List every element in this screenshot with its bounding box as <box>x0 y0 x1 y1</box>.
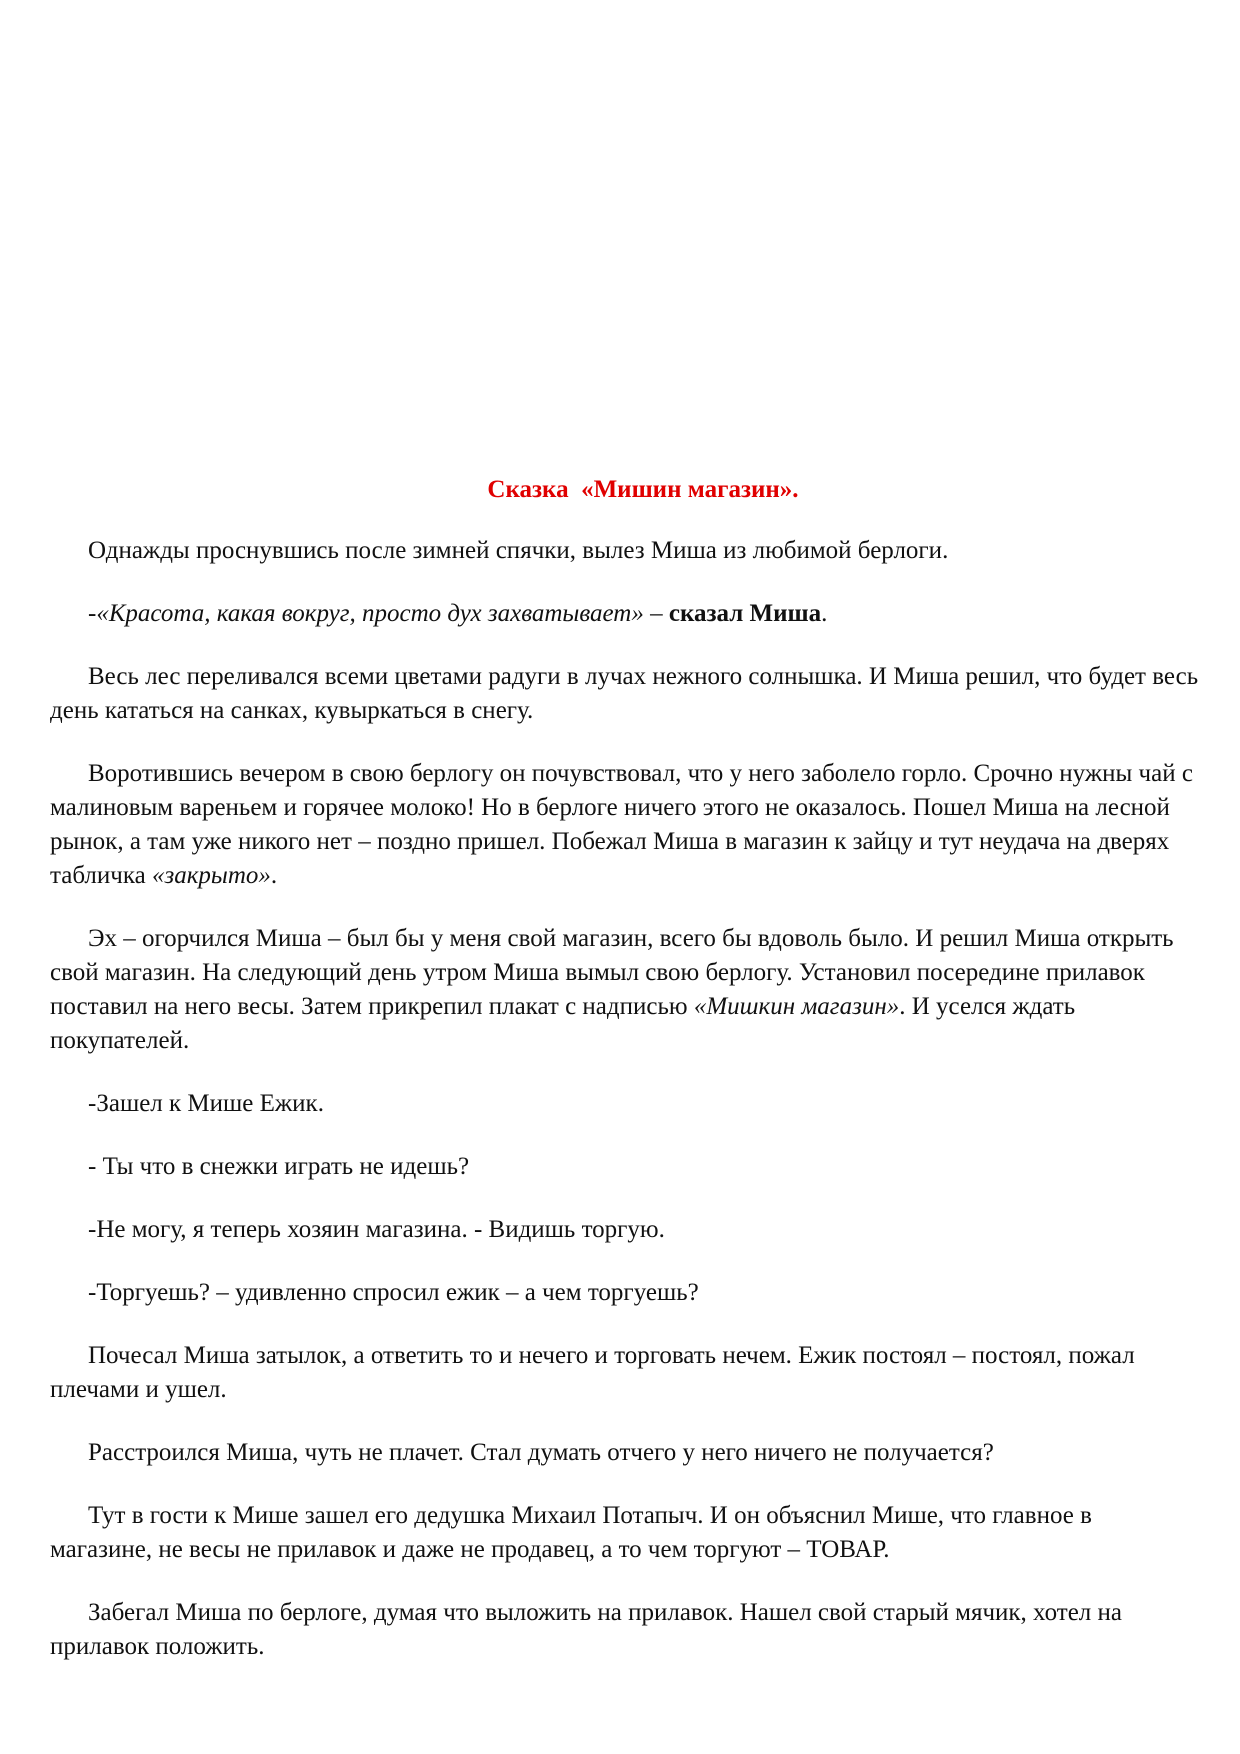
sign-text: «Мишкин магазин» <box>693 993 900 1020</box>
sign-text: «закрыто» <box>151 862 271 889</box>
paragraph-11: Расстроился Миша, чуть не плачет. Стал думать отчего у него ничего не получается? <box>88 1439 994 1466</box>
dash-prefix: - <box>88 600 97 627</box>
paragraph-9: -Торгуешь? – удивленно спросил ежик – а чем торгуешь? <box>88 1279 699 1306</box>
paragraph-13: Забегал Миша по берлоге, думая что выложить на прилавок. Нашел свой старый мячик, хотел на прилавок положить. <box>50 1599 1122 1660</box>
paragraph-1: Однажды проснувшись после зимней спячки, вылез Миша из любимой берлоги. <box>88 537 949 564</box>
paragraph-6: -Зашел к Мише Ежик. <box>88 1090 324 1117</box>
paragraph-text: Эх – огорчился Миша – был бы у меня свой магазин, всего бы вдоволь было. И решил Миша открыть свой магазин. На следующий день утром Миша вымыл свою берлогу. Установил посередине прилавок поставил на него весы. Затем прикрепил плакат с надписью <box>50 925 1174 1020</box>
paragraph-8: -Не могу, я теперь хозяин магазина. - Видишь торгую. <box>88 1216 665 1243</box>
paragraph-3: Весь лес переливался всеми цветами радуги в лучах нежного солнышка. И Миша решил, что будет весь день кататься на санках, кувыркаться в снегу. <box>50 663 1199 724</box>
paragraph-7: - Ты что в снежки играть не идешь? <box>88 1153 470 1180</box>
paragraph-2 <box>50 597 1200 631</box>
paragraph-end: . <box>270 862 278 889</box>
paragraph-4 <box>50 757 1200 893</box>
paragraph-end: . И уселся ждать покупателей. <box>50 993 1076 1054</box>
quote-dash: – <box>643 600 669 627</box>
paragraph-12: Тут в гости к Мише зашел его дедушка Михаил Потапыч. И он объяснил Мише, что главное в магазине, не весы не прилавок и даже не продавец, а то чем торгуют – ТОВАР. <box>50 1502 1092 1563</box>
paragraph-5 <box>50 922 1200 1058</box>
paragraph-text: Воротившись вечером в свою берлогу он почувствовал, что у него заболело горло. Срочно нужны чай с малиновым вареньем и горячее молоко! Но в берлоге ничего этого не оказалось. Пошел Миша на лесной рынок, а там уже никого нет – поздно пришел. Побежал Миша в магазин к зайцу и тут неудача на дверях табличка <box>50 760 1193 889</box>
story-body <box>50 534 1200 1693</box>
story-title: Сказка «Мишин магазин». <box>487 476 799 503</box>
speaker-text: сказал Миша <box>668 600 822 627</box>
quote-text: «Красота, какая вокруг, просто дух захватывает» <box>96 600 644 627</box>
paragraph-end: . <box>821 600 828 627</box>
paragraph-10: Почесал Миша затылок, а ответить то и нечего и торговать нечем. Ежик постоял – постоял, пожал плечами и ушел. <box>50 1342 1135 1403</box>
